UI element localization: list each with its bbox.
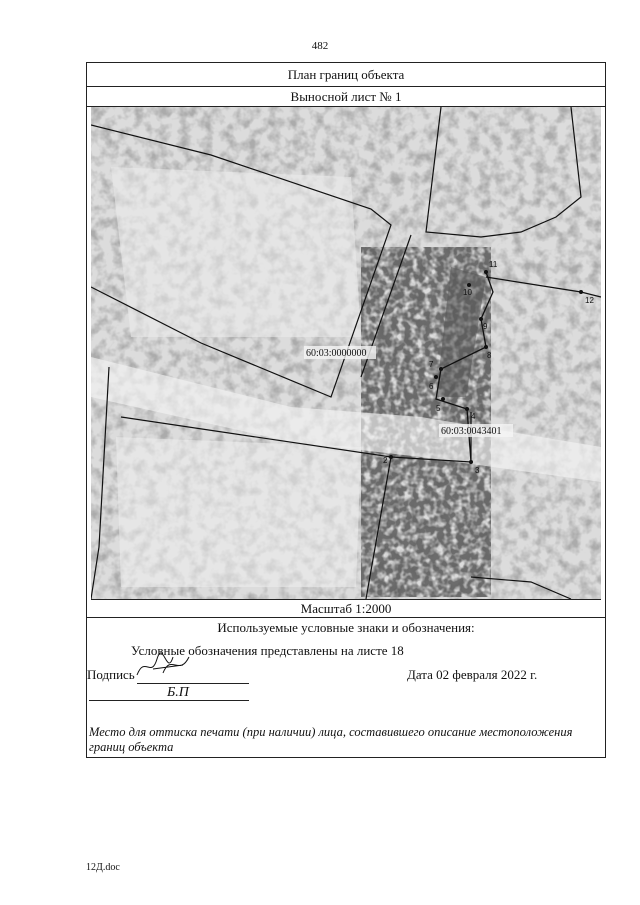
boundary-plan-frame bbox=[86, 62, 606, 758]
signature-label: Подпись bbox=[87, 667, 135, 682]
point-label: 8 bbox=[487, 351, 492, 360]
map-scale: Масштаб 1:2000 bbox=[87, 600, 605, 618]
signature-line bbox=[137, 683, 249, 684]
signature-date: Дата 02 февраля 2022 г. bbox=[407, 667, 538, 682]
plan-title: План границ объекта bbox=[87, 63, 605, 87]
name-line bbox=[89, 700, 249, 701]
parcel-label: 60:03:0043401 bbox=[441, 426, 502, 437]
point-label: 9 bbox=[483, 322, 488, 331]
page-number: 482 bbox=[311, 40, 329, 52]
sheet-title: Выносной лист № 1 bbox=[87, 87, 605, 107]
point-label: 12 bbox=[585, 296, 594, 305]
point-label: 2 bbox=[383, 456, 388, 465]
signer-initials: Б.П bbox=[167, 685, 189, 700]
point-label: 3 bbox=[475, 466, 480, 475]
point-label: 7 bbox=[429, 360, 434, 369]
point-label: 10 bbox=[463, 288, 472, 297]
point-label: 5 bbox=[436, 404, 441, 413]
map-svg bbox=[91, 107, 601, 599]
point-label: 11 bbox=[489, 260, 498, 269]
point-label: 6 bbox=[429, 382, 434, 391]
legend-heading: Используемые условные знаки и обозначения: bbox=[217, 620, 475, 635]
signature-scribble-icon bbox=[133, 651, 193, 681]
stamp-placeholder-note: Место для оттиска печати (при наличии) лица, составившего описание местоположения границ объекта bbox=[89, 725, 573, 754]
parcel-label: 60:03:0000000 bbox=[306, 348, 367, 359]
light-field bbox=[116, 437, 361, 587]
aerial-map bbox=[91, 107, 601, 600]
point-label: 4 bbox=[471, 412, 476, 421]
footer-filename: 12Д.doc bbox=[86, 862, 120, 873]
legend-note: Условные обозначения представлены на листе 18 bbox=[131, 643, 404, 658]
